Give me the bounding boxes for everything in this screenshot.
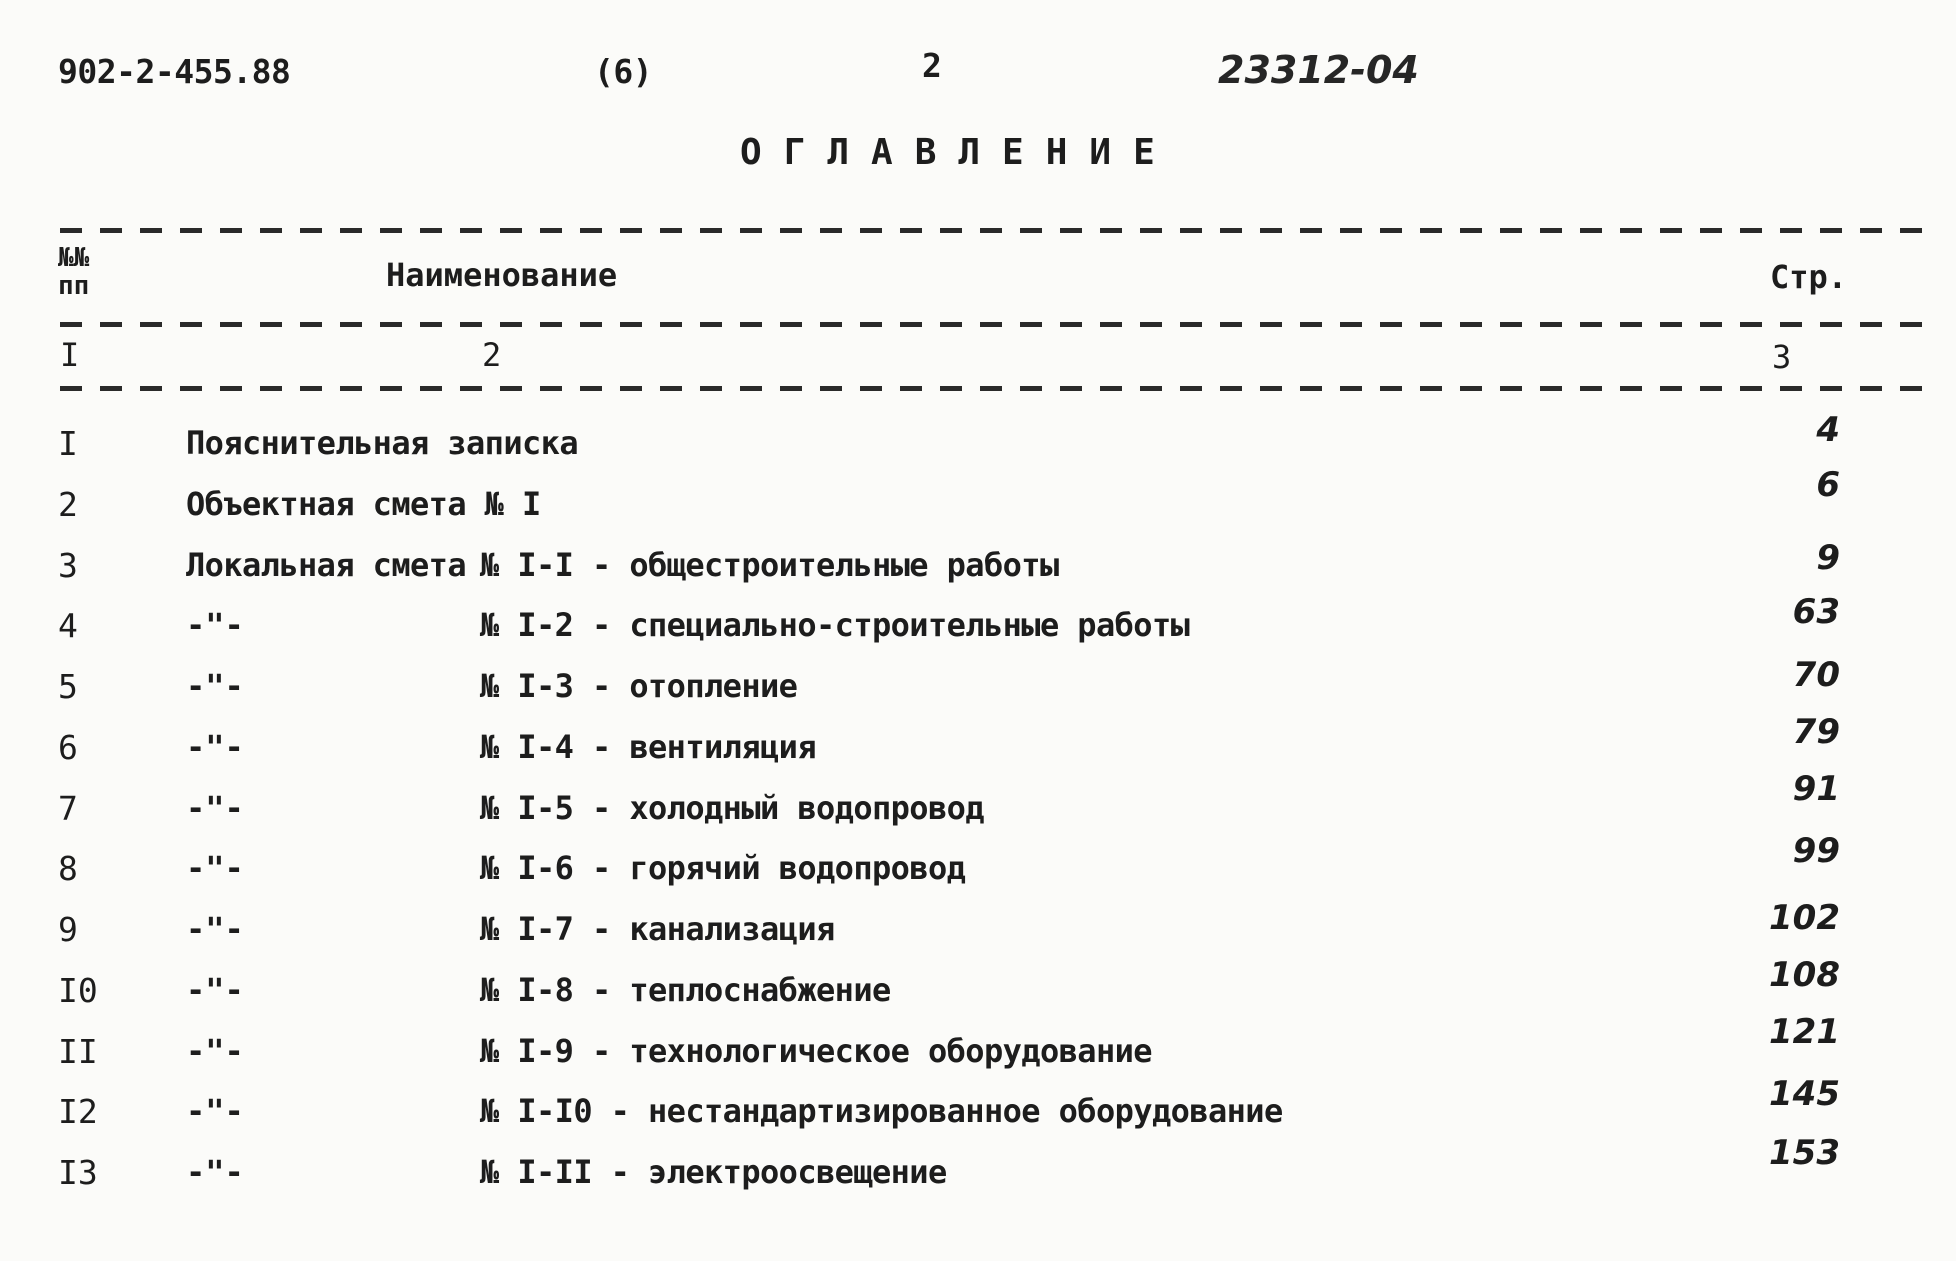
row-page: 91 (1792, 769, 1840, 809)
table-row (0, 538, 1956, 606)
row-page: 108 (1769, 955, 1840, 995)
row-item: № I-2 - специально-строительные работы (480, 606, 1190, 644)
row-page: 121 (1769, 1012, 1840, 1052)
row-page: 9 (1816, 538, 1840, 578)
table-row (0, 592, 1956, 666)
row-page: 153 (1769, 1133, 1840, 1173)
row-item: № I-I0 - нестандартизированное оборудование (480, 1092, 1283, 1130)
doc-code: 902-2-455.88 (58, 52, 291, 91)
row-number: 2 (58, 485, 78, 524)
table-row (0, 955, 1956, 1031)
row-ditto: -"- (186, 789, 244, 827)
row-number: 9 (58, 910, 78, 949)
row-number: 8 (58, 849, 78, 888)
colnum-name: 2 (482, 336, 502, 374)
header-page: Стр. (1770, 258, 1848, 296)
table-row (0, 831, 1956, 909)
row-label: Объектная смета № I (186, 485, 541, 523)
row-ditto: -"- (186, 667, 244, 705)
row-number: I0 (58, 971, 98, 1010)
row-item: № I-4 - вентиляция (480, 728, 816, 766)
table-row (0, 410, 1956, 484)
page-number: 2 (922, 46, 942, 85)
table-row (0, 769, 1956, 849)
header-num: №№ пп (58, 243, 90, 301)
table-row (0, 465, 1956, 545)
handwritten-code: 23312-04 (1218, 48, 1419, 92)
row-number: I3 (58, 1153, 98, 1192)
row-page: 99 (1792, 831, 1840, 871)
row-number: II (58, 1032, 98, 1071)
table-top-rule (60, 228, 1928, 233)
row-page: 145 (1769, 1074, 1840, 1114)
row-item: № I-3 - отопление (480, 667, 798, 705)
row-ditto: -"- (186, 1153, 244, 1191)
row-item: № I-6 - горячий водопровод (480, 849, 966, 887)
sheet-number: (6) (594, 52, 653, 91)
row-ditto: -"- (186, 910, 244, 948)
row-number: 7 (58, 789, 78, 828)
row-ditto: -"- (186, 849, 244, 887)
row-ditto: -"- (186, 728, 244, 766)
row-page: 4 (1816, 410, 1840, 450)
row-page: 70 (1792, 655, 1840, 695)
row-item: № I-7 - канализация (480, 910, 835, 948)
header-name: Наименование (386, 256, 618, 294)
page-title: ОГЛАВЛЕНИЕ (740, 132, 1177, 173)
row-item: № I-9 - технологическое оборудование (480, 1032, 1152, 1070)
row-item: № I-5 - холодный водопровод (480, 789, 984, 827)
row-number: 4 (58, 606, 78, 645)
row-item: № I-I - общестроительные работы (480, 546, 1059, 584)
row-page: 63 (1792, 592, 1840, 632)
row-page: 6 (1816, 465, 1840, 505)
row-label: Локальная смета (186, 546, 466, 584)
row-number: 5 (58, 667, 78, 706)
row-number: 6 (58, 728, 78, 767)
header-rule (60, 322, 1928, 327)
row-page: 79 (1792, 712, 1840, 752)
row-number: 3 (58, 546, 78, 585)
row-number: I (58, 424, 78, 463)
row-item: № I-II - электроосвещение (480, 1153, 947, 1191)
row-item: № I-8 - теплоснабжение (480, 971, 891, 1009)
table-row (0, 1133, 1956, 1213)
row-ditto: -"- (186, 1092, 244, 1130)
colnum-page: 3 (1772, 338, 1792, 376)
table-row (0, 712, 1956, 788)
table-row (0, 898, 1956, 970)
table-row (0, 1012, 1956, 1092)
row-label: Пояснительная записка (186, 424, 578, 462)
row-number: I2 (58, 1092, 98, 1131)
row-page: 102 (1769, 898, 1840, 938)
row-ditto: -"- (186, 606, 244, 644)
table-row (0, 655, 1956, 727)
colnum-num: I (60, 336, 80, 374)
row-ditto: -"- (186, 1032, 244, 1070)
table-row (0, 1074, 1956, 1152)
row-ditto: -"- (186, 971, 244, 1009)
columns-rule (60, 386, 1928, 391)
